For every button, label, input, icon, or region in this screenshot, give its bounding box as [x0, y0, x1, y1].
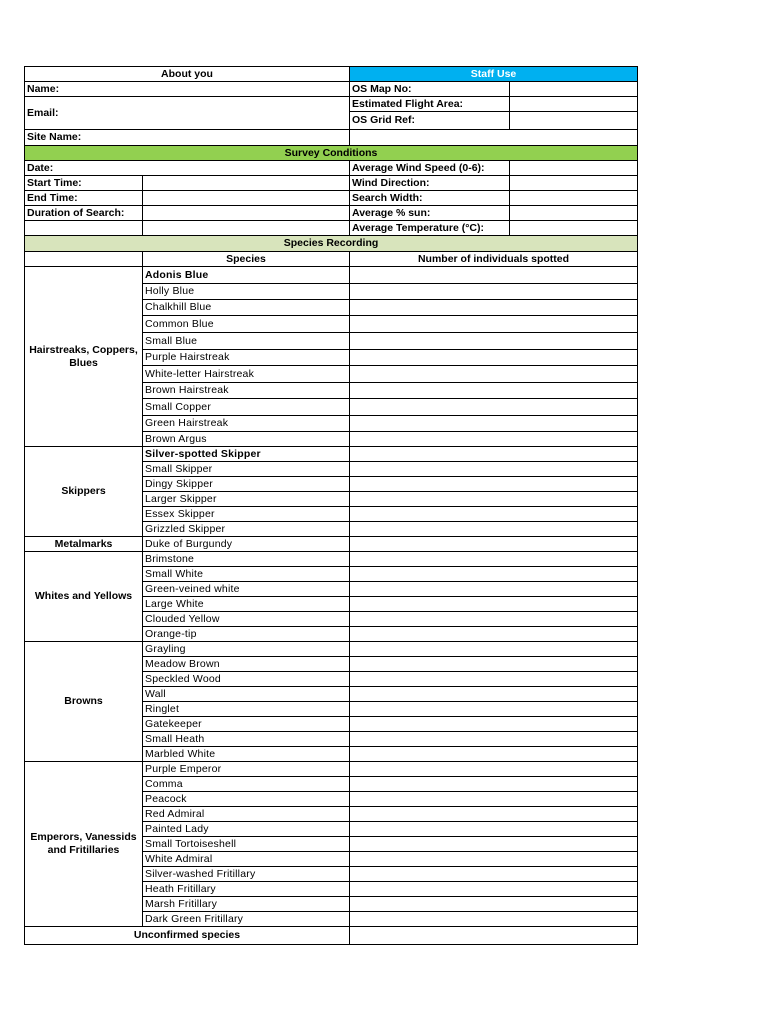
- species-name: Green Hairstreak: [143, 416, 350, 432]
- flight-area-input[interactable]: [510, 97, 638, 112]
- blank-cell: [143, 221, 350, 236]
- species-count-input[interactable]: [350, 399, 638, 416]
- species-name: Holly Blue: [143, 284, 350, 300]
- sun-input[interactable]: [510, 206, 638, 221]
- species-name: White-letter Hairstreak: [143, 366, 350, 383]
- species-name: Wall: [143, 687, 350, 702]
- species-name: Marbled White: [143, 747, 350, 762]
- species-count-input[interactable]: [350, 672, 638, 687]
- species-name: Small Copper: [143, 399, 350, 416]
- staff-use-header: Staff Use: [350, 67, 638, 82]
- species-count-input[interactable]: [350, 432, 638, 447]
- start-time-label: Start Time:: [25, 176, 143, 191]
- species-group-label: Hairstreaks, Coppers, Blues: [25, 267, 143, 447]
- species-count-input[interactable]: [350, 582, 638, 597]
- species-name: Large White: [143, 597, 350, 612]
- species-name: Small Blue: [143, 333, 350, 350]
- temperature-input[interactable]: [510, 221, 638, 236]
- species-count-input[interactable]: [350, 350, 638, 366]
- species-count-input[interactable]: [350, 702, 638, 717]
- species-name: Grizzled Skipper: [143, 522, 350, 537]
- species-name: Heath Fritillary: [143, 882, 350, 897]
- site-name-blank: [350, 130, 638, 146]
- species-count-input[interactable]: [350, 522, 638, 537]
- duration-label: Duration of Search:: [25, 206, 143, 221]
- species-group-label: Emperors, Vanessids and Fritillaries: [25, 762, 143, 927]
- species-name: Orange-tip: [143, 627, 350, 642]
- species-count-input[interactable]: [350, 567, 638, 582]
- species-count-input[interactable]: [350, 612, 638, 627]
- species-count-input[interactable]: [350, 552, 638, 567]
- end-time-input[interactable]: [143, 191, 350, 206]
- species-name: Grayling: [143, 642, 350, 657]
- wind-speed-input[interactable]: [510, 161, 638, 176]
- os-map-label: OS Map No:: [350, 82, 510, 97]
- species-name: Essex Skipper: [143, 507, 350, 522]
- wind-direction-label: Wind Direction:: [350, 176, 510, 191]
- about-you-header: About you: [25, 67, 350, 82]
- species-count-input[interactable]: [350, 383, 638, 399]
- species-name: Comma: [143, 777, 350, 792]
- species-name: Chalkhill Blue: [143, 300, 350, 316]
- species-count-input[interactable]: [350, 777, 638, 792]
- species-count-input[interactable]: [350, 333, 638, 350]
- end-time-label: End Time:: [25, 191, 143, 206]
- species-count-input[interactable]: [350, 507, 638, 522]
- species-name: Brimstone: [143, 552, 350, 567]
- species-count-input[interactable]: [350, 316, 638, 333]
- species-name: Small Skipper: [143, 462, 350, 477]
- species-count-input[interactable]: [350, 897, 638, 912]
- species-name: Clouded Yellow: [143, 612, 350, 627]
- species-count-input[interactable]: [350, 642, 638, 657]
- species-column-header: Species: [143, 252, 350, 267]
- species-name: Speckled Wood: [143, 672, 350, 687]
- species-name: Brown Argus: [143, 432, 350, 447]
- species-name: Small Heath: [143, 732, 350, 747]
- species-count-input[interactable]: [350, 792, 638, 807]
- site-name-field[interactable]: Site Name:: [25, 130, 350, 146]
- species-group-label: Whites and Yellows: [25, 552, 143, 642]
- species-name: Silver-washed Fritillary: [143, 867, 350, 882]
- species-name: Common Blue: [143, 316, 350, 333]
- species-count-input[interactable]: [350, 597, 638, 612]
- species-count-input[interactable]: [350, 822, 638, 837]
- species-name: Purple Hairstreak: [143, 350, 350, 366]
- grid-ref-label: OS Grid Ref:: [350, 112, 510, 130]
- species-name: Dark Green Fritillary: [143, 912, 350, 927]
- species-group-label: Browns: [25, 642, 143, 762]
- species-name: White Admiral: [143, 852, 350, 867]
- species-count-input[interactable]: [350, 300, 638, 316]
- species-count-input[interactable]: [350, 762, 638, 777]
- survey-conditions-header: Survey Conditions: [25, 146, 638, 161]
- species-name: Brown Hairstreak: [143, 383, 350, 399]
- flight-area-label: Estimated Flight Area:: [350, 97, 510, 112]
- species-count-input[interactable]: [350, 492, 638, 507]
- species-count-input[interactable]: [350, 416, 638, 432]
- wind-direction-input[interactable]: [510, 176, 638, 191]
- count-column-header: Number of individuals spotted: [350, 252, 638, 267]
- species-count-input[interactable]: [350, 627, 638, 642]
- species-name: Small White: [143, 567, 350, 582]
- date-field[interactable]: Date:: [25, 161, 350, 176]
- species-count-input[interactable]: [350, 267, 638, 284]
- species-name: Marsh Fritillary: [143, 897, 350, 912]
- species-count-input[interactable]: [350, 462, 638, 477]
- unconfirmed-species-label: Unconfirmed species: [25, 927, 350, 945]
- species-count-input[interactable]: [350, 537, 638, 552]
- species-count-input[interactable]: [350, 366, 638, 383]
- species-count-input[interactable]: [350, 447, 638, 462]
- species-count-input[interactable]: [350, 284, 638, 300]
- species-name: Larger Skipper: [143, 492, 350, 507]
- species-name: Green-veined white: [143, 582, 350, 597]
- species-name: Duke of Burgundy: [143, 537, 350, 552]
- unconfirmed-species-input[interactable]: [350, 927, 638, 945]
- species-count-input[interactable]: [350, 852, 638, 867]
- species-name: Adonis Blue: [143, 267, 350, 284]
- species-recording-header: Species Recording: [25, 236, 638, 252]
- species-name: Ringlet: [143, 702, 350, 717]
- species-count-input[interactable]: [350, 732, 638, 747]
- grid-ref-input[interactable]: [510, 112, 638, 130]
- group-column-header: [25, 252, 143, 267]
- species-name: Red Admiral: [143, 807, 350, 822]
- species-name: Peacock: [143, 792, 350, 807]
- species-count-input[interactable]: [350, 477, 638, 492]
- name-field[interactable]: Name:: [25, 82, 350, 97]
- species-name: Purple Emperor: [143, 762, 350, 777]
- search-width-label: Search Width:: [350, 191, 510, 206]
- species-count-input[interactable]: [350, 657, 638, 672]
- species-group-label: Skippers: [25, 447, 143, 537]
- search-width-input[interactable]: [510, 191, 638, 206]
- species-count-input[interactable]: [350, 867, 638, 882]
- species-count-input[interactable]: [350, 807, 638, 822]
- blank-cell: [25, 221, 143, 236]
- species-name: Silver-spotted Skipper: [143, 447, 350, 462]
- species-count-input[interactable]: [350, 687, 638, 702]
- species-name: Small Tortoiseshell: [143, 837, 350, 852]
- species-name: Dingy Skipper: [143, 477, 350, 492]
- species-name: Gatekeeper: [143, 717, 350, 732]
- species-count-input[interactable]: [350, 837, 638, 852]
- start-time-input[interactable]: [143, 176, 350, 191]
- species-name: Meadow Brown: [143, 657, 350, 672]
- species-count-input[interactable]: [350, 912, 638, 927]
- email-field[interactable]: Email:: [25, 97, 350, 130]
- species-count-input[interactable]: [350, 747, 638, 762]
- species-count-input[interactable]: [350, 882, 638, 897]
- duration-input[interactable]: [143, 206, 350, 221]
- os-map-input[interactable]: [510, 82, 638, 97]
- species-name: Painted Lady: [143, 822, 350, 837]
- species-group-label: Metalmarks: [25, 537, 143, 552]
- survey-form-table: [24, 66, 638, 945]
- wind-speed-label: Average Wind Speed (0-6):: [350, 161, 510, 176]
- sun-label: Average % sun:: [350, 206, 510, 221]
- species-count-input[interactable]: [350, 717, 638, 732]
- temperature-label: Average Temperature (°C):: [350, 221, 510, 236]
